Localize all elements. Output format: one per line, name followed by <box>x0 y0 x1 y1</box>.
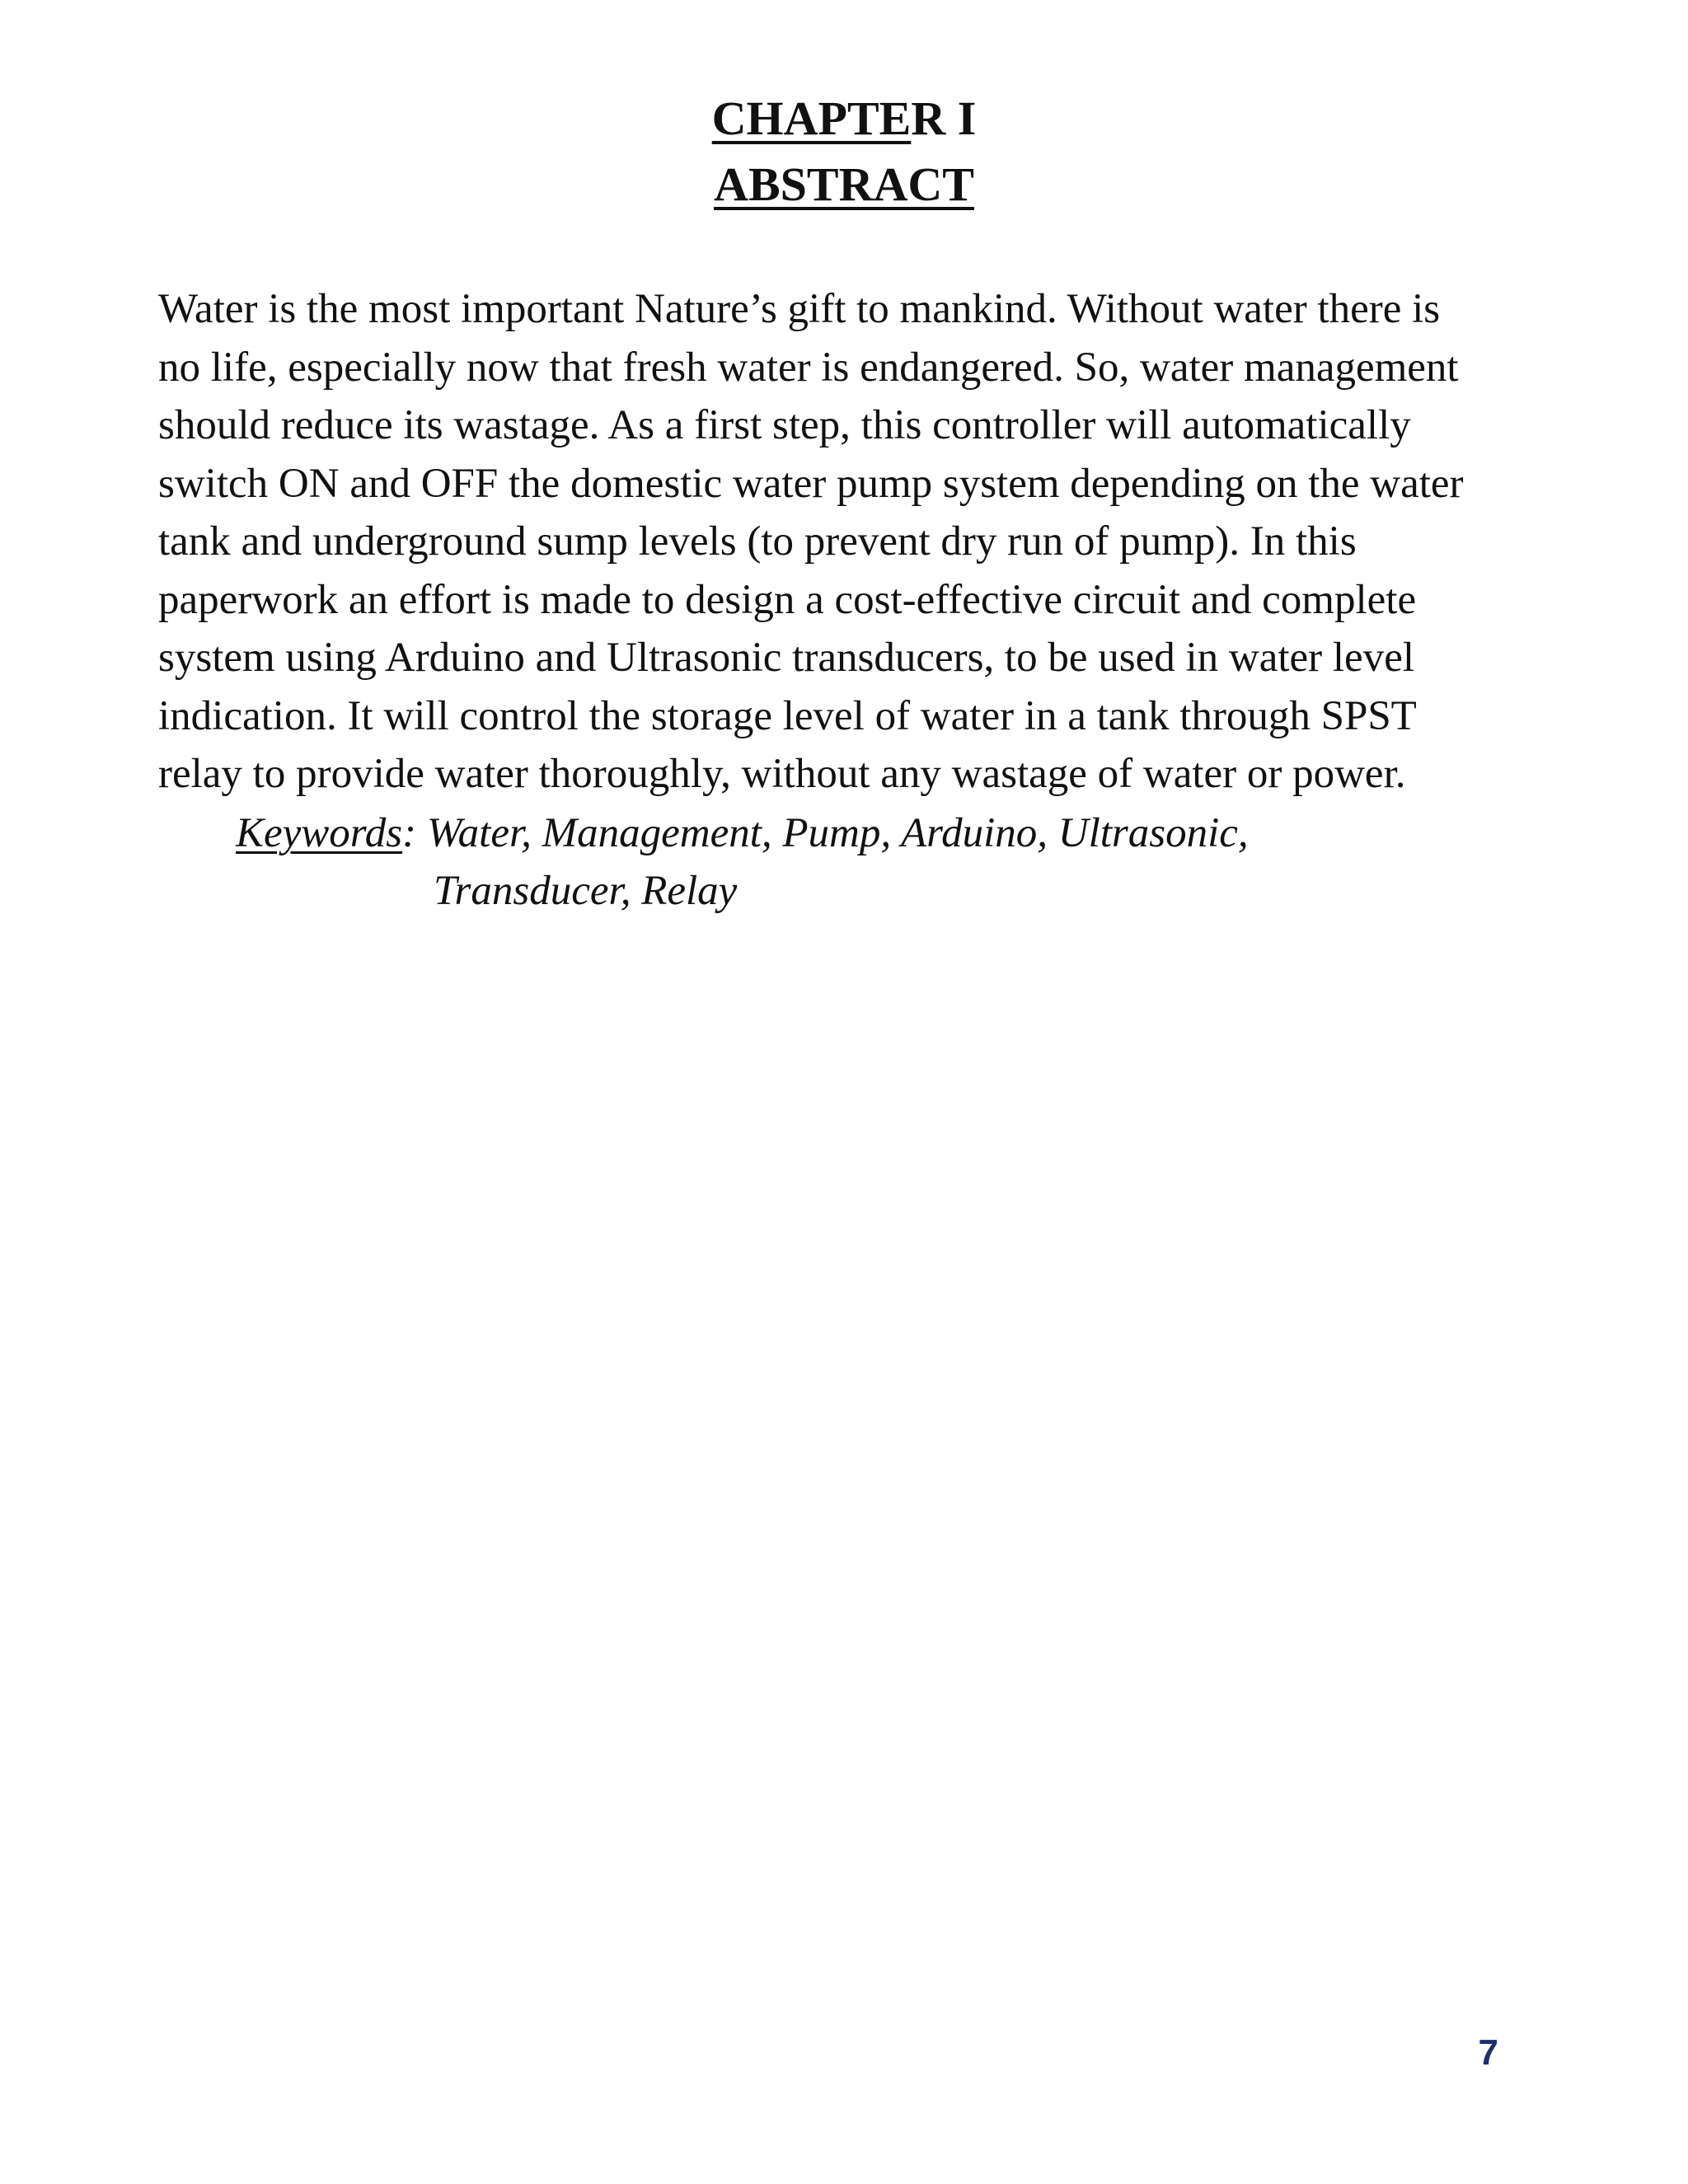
abstract-line: system using Arduino and Ultrasonic transducers, to be used in water level <box>158 635 1414 681</box>
abstract-paragraph <box>158 280 1543 804</box>
abstract-line: should reduce its wastage. As a first step, this controller will automatically <box>158 402 1411 448</box>
page-number: 7 <box>1478 2032 1498 2073</box>
abstract-line: paperwork an effort is made to design a cost-effective circuit and complete <box>158 576 1417 623</box>
keywords-separator: : <box>402 810 417 856</box>
abstract-line: switch ON and OFF the domestic water pump system depending on the water <box>158 460 1464 507</box>
keywords-label: Keywords <box>236 810 403 856</box>
abstract-title <box>0 155 1688 214</box>
abstract-line: Water is the most important Nature’s gift to mankind. Without water there is <box>158 286 1441 332</box>
abstract-line: indication. It will control the storage level of water in a tank through SPST <box>158 692 1417 739</box>
chapter-heading-rest: R I <box>911 91 977 145</box>
keywords-line <box>236 804 1249 863</box>
keywords-list-part2: Transducer, Relay <box>434 868 738 914</box>
abstract-line: tank and underground sump levels (to prevent dry run of pump). In this <box>158 518 1357 565</box>
abstract-line: relay to provide water thoroughly, without any wastage of water or power. <box>158 751 1406 797</box>
chapter-heading <box>0 89 1688 148</box>
chapter-heading-underlined: CHAPTE <box>711 91 912 145</box>
keywords-list-part1: Water, Management, Pump, Arduino, Ultrasonic, <box>416 810 1249 856</box>
abstract-title-text: ABSTRACT <box>714 157 974 211</box>
abstract-line: no life, especially now that fresh water is endangered. So, water management <box>158 344 1459 391</box>
